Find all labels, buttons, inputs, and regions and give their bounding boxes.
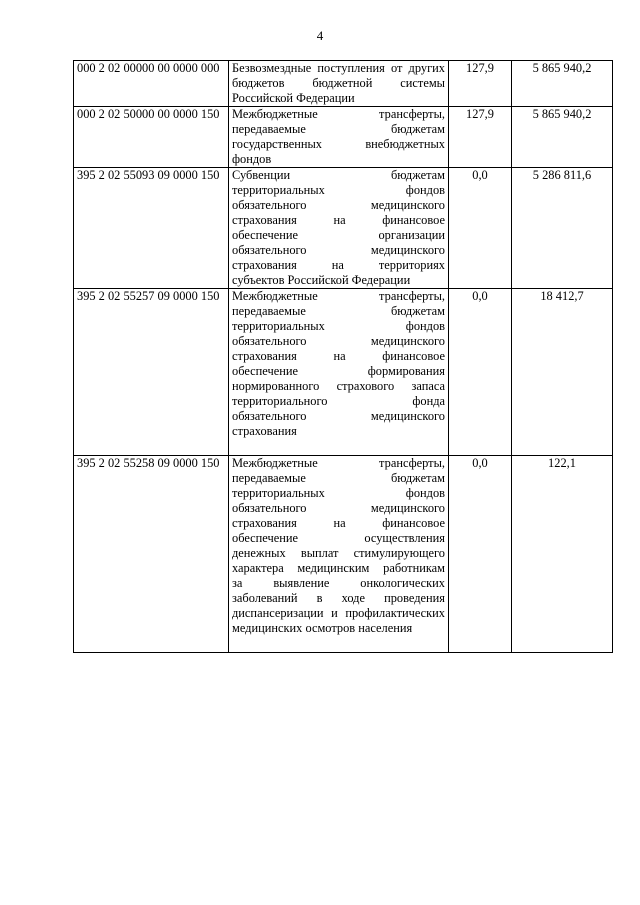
revenue-name-line: передаваемые бюджетам: [232, 304, 445, 318]
revenue-name-line: Межбюджетные трансферты,: [232, 289, 445, 303]
table-row: [74, 168, 613, 289]
revenue-name-line: медицинских осмотров населения: [232, 621, 413, 635]
revenue-name-line: страхования на финансовое: [232, 213, 445, 227]
revenue-name-line: фондов: [232, 152, 272, 166]
revenue-name-line: денежных выплат стимулирующего: [232, 546, 445, 560]
revenue-name-line: обеспечение формирования: [232, 364, 445, 378]
table-row: [74, 61, 613, 107]
table-row: [74, 456, 613, 653]
amount-value-1: 127,9: [449, 61, 512, 107]
revenue-name-line: передаваемые бюджетам: [232, 122, 445, 136]
revenue-name-line: обеспечение осуществления: [232, 531, 445, 545]
amount-value-2: 5 865 940,2: [512, 61, 613, 107]
revenue-name: [229, 107, 449, 168]
budget-revenue-table: [73, 60, 613, 653]
revenue-name: [229, 456, 449, 653]
budget-classification-code: 395 2 02 55093 09 0000 150: [74, 168, 229, 289]
revenue-name-line: бюджетов бюджетной системы: [232, 76, 445, 90]
revenue-name-line: обязательного медицинского: [232, 409, 445, 423]
amount-value-2: 18 412,7: [512, 289, 613, 456]
revenue-name-line: Межбюджетные трансферты,: [232, 107, 445, 121]
revenue-name-line: Субвенции бюджетам: [232, 168, 445, 182]
budget-classification-code: 395 2 02 55257 09 0000 150: [74, 289, 229, 456]
revenue-name-line: территориальных фондов: [232, 486, 445, 500]
revenue-name-line: Безвозмездные поступления от других: [232, 61, 445, 75]
revenue-name-line: Российской Федерации: [232, 91, 355, 105]
revenue-name-line: государственных внебюджетных: [232, 137, 445, 151]
revenue-name: [229, 168, 449, 289]
revenue-name-line: за выявление онкологических: [232, 576, 445, 590]
amount-value-2: 5 286 811,6: [512, 168, 613, 289]
amount-value-1: 127,9: [449, 107, 512, 168]
revenue-name-line: Межбюджетные трансферты,: [232, 456, 445, 470]
revenue-name-line: страхования на финансовое: [232, 516, 445, 530]
revenue-name-line: территориальных фондов: [232, 319, 445, 333]
revenue-name: [229, 61, 449, 107]
revenue-name-line: диспансеризации и профилактических: [232, 606, 445, 620]
revenue-name-line: передаваемые бюджетам: [232, 471, 445, 485]
amount-value-2: 122,1: [512, 456, 613, 653]
revenue-name-line: территориального фонда: [232, 394, 445, 408]
revenue-name-line: страхования на территориях: [232, 258, 445, 272]
revenue-name-line: страхования: [232, 424, 297, 438]
revenue-name-line: субъектов Российской Федерации: [232, 273, 411, 287]
amount-value-1: 0,0: [449, 168, 512, 289]
revenue-name-line: нормированного страхового запаса: [232, 379, 445, 393]
revenue-name-line: заболеваний в ходе проведения: [232, 591, 445, 605]
revenue-name-line: территориальных фондов: [232, 183, 445, 197]
table-row: [74, 107, 613, 168]
table-body: [74, 61, 613, 653]
amount-value-1: 0,0: [449, 456, 512, 653]
budget-classification-code: 000 2 02 50000 00 0000 150: [74, 107, 229, 168]
amount-value-1: 0,0: [449, 289, 512, 456]
budget-classification-code: 395 2 02 55258 09 0000 150: [74, 456, 229, 653]
revenue-name-line: страхования на финансовое: [232, 349, 445, 363]
table-row: [74, 289, 613, 456]
revenue-name-line: обеспечение организации: [232, 228, 445, 242]
revenue-name-line: обязательного медицинского: [232, 501, 445, 515]
revenue-name-line: обязательного медицинского: [232, 334, 445, 348]
revenue-name-line: обязательного медицинского: [232, 243, 445, 257]
revenue-name-line: характера медицинским работникам: [232, 561, 445, 575]
amount-value-2: 5 865 940,2: [512, 107, 613, 168]
revenue-name-line: обязательного медицинского: [232, 198, 445, 212]
page-number: 4: [316, 28, 324, 43]
budget-classification-code: 000 2 02 00000 00 0000 000: [74, 61, 229, 107]
revenue-name: [229, 289, 449, 456]
